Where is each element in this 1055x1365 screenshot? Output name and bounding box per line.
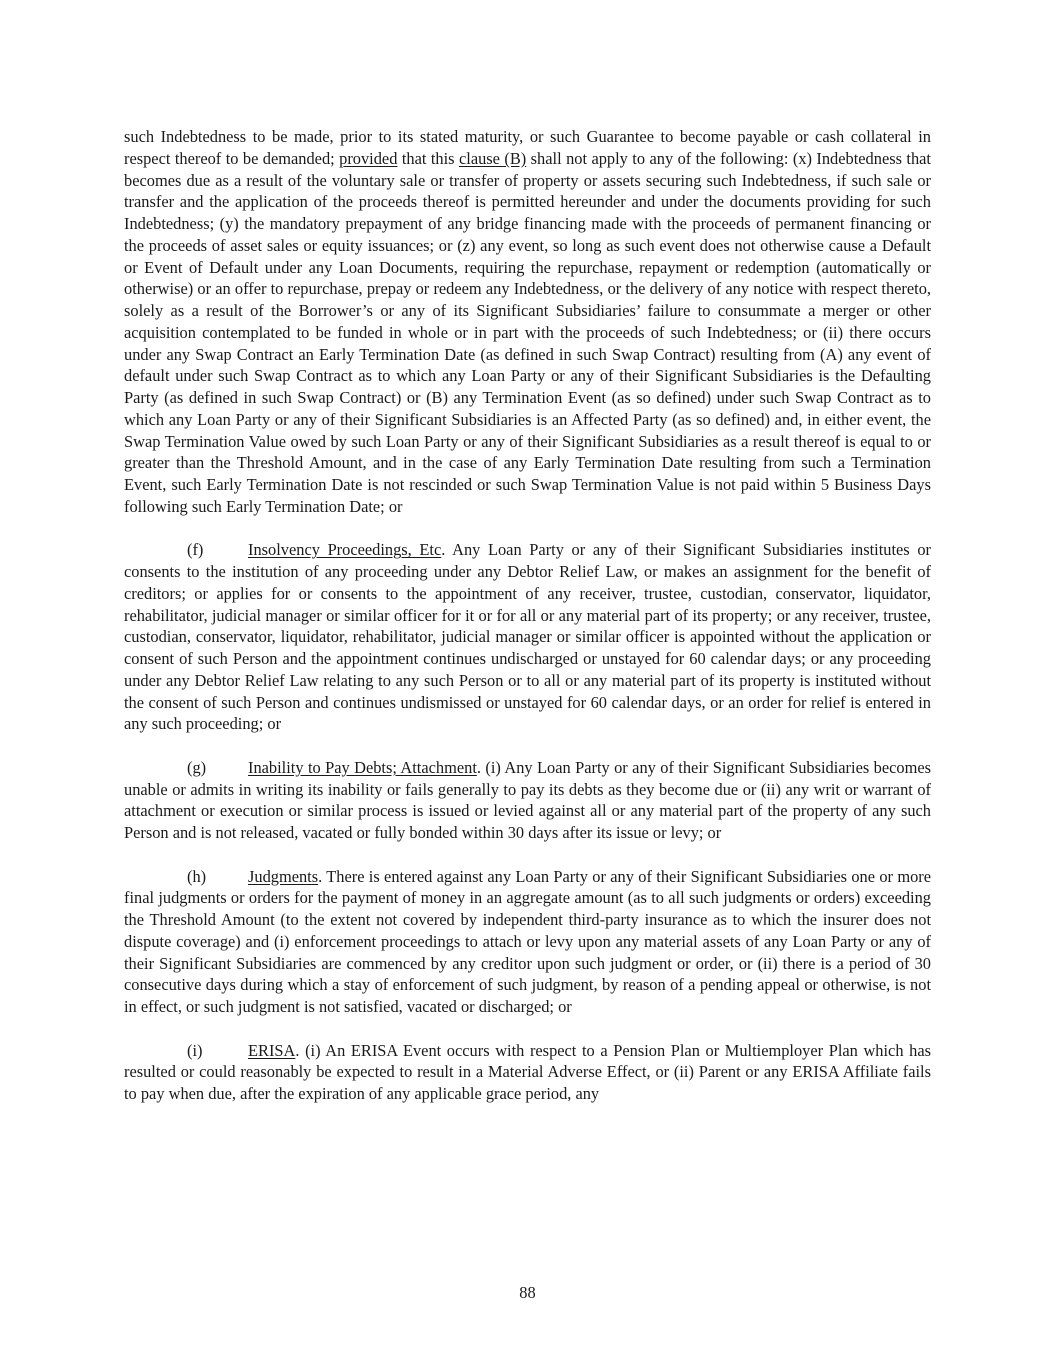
paragraph-e-text-2: that this	[397, 148, 459, 168]
paragraph-f-number: (f)	[187, 540, 204, 560]
paragraph-h	[124, 866, 931, 1018]
paragraph-g-heading: Inability to Pay Debts; Attachment	[248, 757, 477, 777]
paragraph-f	[124, 539, 931, 735]
provided-term: provided	[339, 148, 398, 168]
paragraph-g-number: (g)	[187, 757, 207, 777]
paragraph-h-text: . There is entered against any Loan Party or any of their Significant Subsidiaries one or more final judgments or orders for the payment of money in an aggregate amount (as to all such judgments or orders) exceeding the Threshold Amount (to the extent not covered by independent third-party insurance as to which the insurer does not dispute coverage) and (i) enforcement proceedings to attach or levy upon any material assets of any Loan Party or any of their Significant Subsidiaries are commenced by any creditor upon such judgment or order, or (ii) there is a period of 30 consecutive days during which a stay of enforcement of such judgment, by reason of a pending appeal or otherwise, is not in effect, or such judgment is not satisfied, vacated or discharged; or	[124, 866, 931, 1016]
paragraph-h-number: (h)	[187, 866, 207, 886]
paragraph-i-text: . (i) An ERISA Event occurs with respect to a Pension Plan or Multiemployer Plan which has resulted or could reasonably be expected to result in a Material Adverse Effect, or (ii) Parent or any ERISA Affiliate fails to pay when due, after the expiration of any applicable grace period, any	[124, 1040, 931, 1103]
page-number: 88	[519, 1283, 536, 1302]
paragraph-h-heading: Judgments	[248, 866, 319, 886]
paragraph-g-text: . (i) Any Loan Party or any of their Significant Subsidiaries becomes unable or admits in writing its inability or fails generally to pay its debts as they become due or (ii) any writ or warrant of attachment or execution or similar process is issued or levied against all or any material part of the property of any such Person and is not released, vacated or fully bonded within 30 days after its issue or levy; or	[124, 757, 931, 842]
paragraph-e-text-3: shall not apply to any of the following: (x) Indebtedness that becomes due as a result of the voluntary sale or transfer of property or assets securing such Indebtedness, if such sale or transfer and the application of the proceeds thereof is permitted hereunder and under the documents providing for such Indebtedness; (y) the mandatory prepayment of any bridge financing made with the proceeds of permanent financing or the proceeds of asset sales or equity issuances; or (z) any event, so long as such event does not otherwise cause a Default or Event of Default under any Loan Documents, requiring the repurchase, repayment or redemption (automatically or otherwise) or an offer to repurchase, prepay or redeem any Indebtedness, or the delivery of any notice with respect thereto, solely as a result of the Borrower’s or any of its Significant Subsidiaries’ failure to consummate a merger or other acquisition contemplated to be funded in whole or in part with the proceeds of such Indebtedness; or (ii) there occurs under any Swap Contract an Early Termination Date (as defined in such Swap Contract) resulting from (A) any event of default under such Swap Contract as to which any Loan Party or any of their Significant Subsidiaries is the Defaulting Party (as defined in such Swap Contract) or (B) any Termination Event (as so defined) under such Swap Contract as to which any Loan Party or any of their Significant Subsidiaries is an Affected Party (as so defined) and, in either event, the Swap Termination Value owed by such Loan Party or any of their Significant Subsidiaries as a result thereof is equal to or greater than the Threshold Amount, and in the case of any Early Termination Date resulting from such a Termination Event, such Early Termination Date is not rescinded or such Swap Termination Value is not paid within 5 Business Days following such Early Termination Date; or	[124, 148, 931, 516]
paragraph-f-text: . Any Loan Party or any of their Significant Subsidiaries institutes or consents to the institution of any proceeding under any Debtor Relief Law, or makes an assignment for the benefit of creditors; or applies for or consents to the appointment of any receiver, trustee, custodian, conservator, liquidator, rehabilitator, judicial manager or similar officer for it or for all or any material part of its property; or any receiver, trustee, custodian, conservator, liquidator, rehabilitator, judicial manager or similar officer is appointed without the application or consent of such Person and the appointment continues undischarged or unstayed for 60 calendar days; or any proceeding under any Debtor Relief Law relating to any such Person or to all or any material part of its property is instituted without the consent of such Person and continues undismissed or unstayed for 60 calendar days, or an order for relief is entered in any such proceeding; or	[124, 540, 931, 734]
paragraph-i	[124, 1040, 931, 1105]
document-body	[124, 126, 931, 1105]
clause-b-reference: clause (B)	[458, 148, 527, 168]
paragraph-i-number: (i)	[187, 1040, 203, 1060]
paragraph-g	[124, 757, 931, 844]
paragraph-f-heading: Insolvency Proceedings, Etc	[248, 540, 442, 560]
paragraph-e-continued	[124, 126, 931, 518]
paragraph-e-text-1: such Indebtedness to be made, prior to its stated maturity, or such Guarantee to become payable or cash collateral in respect thereof to be demanded;	[124, 127, 931, 168]
paragraph-i-heading: ERISA	[248, 1040, 296, 1060]
